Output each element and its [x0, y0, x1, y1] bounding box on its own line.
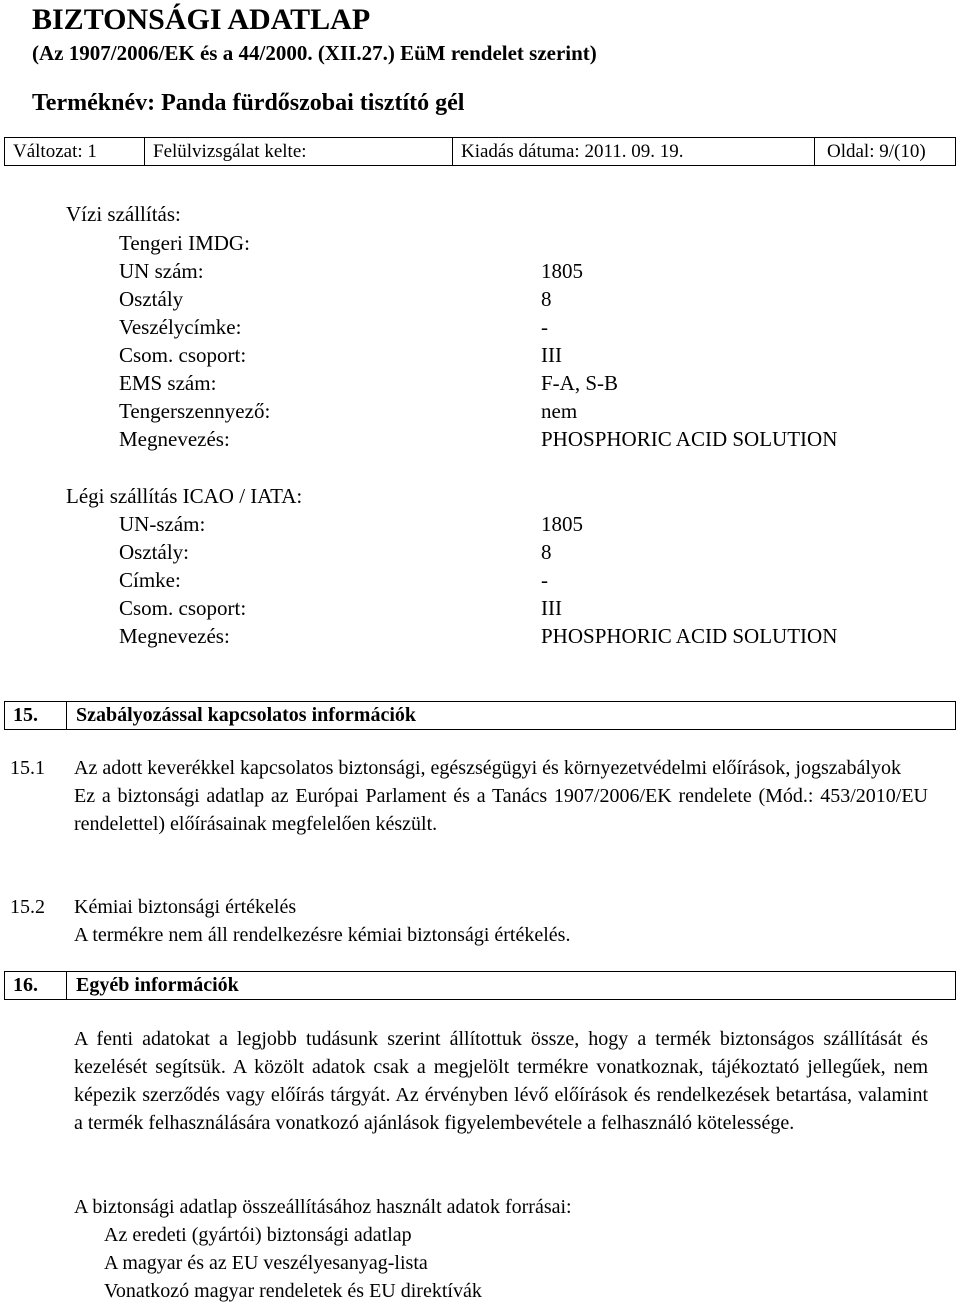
water-row-label: EMS szám:: [119, 371, 217, 395]
water-row-value: PHOSPHORIC ACID SOLUTION: [541, 427, 838, 451]
water-transport-heading: Vízi szállítás:: [66, 202, 181, 226]
sources-heading: A biztonsági adatlap összeállításához használt adatok forrásai:: [74, 1196, 572, 1218]
issue-date-cell: Kiadás dátuma: 2011. 09. 19.: [453, 138, 815, 165]
subsection-15-2-text: A termékre nem áll rendelkezésre kémiai biztonsági értékelés.: [74, 924, 571, 946]
water-row-value: nem: [541, 399, 578, 423]
section-15-number: 15.: [5, 702, 67, 729]
section-15-title: Szabályozással kapcsolatos információk: [76, 704, 417, 726]
section-16-paragraph-text: A fenti adatokat a legjobb tudásunk szerint állítottuk össze, hogy a termék biztonságos szállítását és kezelését segítsük. A közölt adatok csak a megjelölt termékre vonatkoznak, tájékoztató jellegűek, nem képezik szerződés vagy előírás tárgyát. Az érvényben lévő előírások és rendelkezések betartása, valamint a termék felhasználására vonatkozó ajánlások figyelembevétele a felhasználó kötelessége.: [74, 1028, 928, 1134]
water-row-label: Tengerszennyező:: [119, 399, 271, 423]
document-info-bar: [4, 137, 956, 166]
source-item: Vonatkozó magyar rendeletek és EU direktívák: [104, 1280, 482, 1302]
subsection-15-2-heading: Kémiai biztonsági értékelés: [74, 896, 297, 918]
water-row-value: 8: [541, 287, 552, 311]
subsection-15-1: [74, 754, 928, 838]
water-row-label: Megnevezés:: [119, 427, 230, 451]
document-title: BIZTONSÁGI ADATLAP: [32, 3, 371, 36]
air-row-value: -: [541, 568, 548, 592]
air-row-label: Osztály:: [119, 540, 189, 564]
air-row-value: 1805: [541, 512, 583, 536]
review-date-cell: Felülvizsgálat kelte:: [145, 138, 453, 165]
source-item: A magyar és az EU veszélyesanyag-lista: [104, 1252, 428, 1274]
water-row-label: Csom. csoport:: [119, 343, 247, 367]
air-row-value: PHOSPHORIC ACID SOLUTION: [541, 624, 838, 648]
subsection-15-1-number: 15.1: [10, 757, 45, 779]
water-row-value: III: [541, 343, 562, 367]
air-row-label: UN-szám:: [119, 512, 206, 536]
regulation-subtitle: (Az 1907/2006/EK és a 44/2000. (XII.27.) EüM rendelet szerint): [32, 41, 597, 65]
source-item: Az eredeti (gyártói) biztonsági adatlap: [104, 1224, 412, 1246]
air-row-value: III: [541, 596, 562, 620]
air-transport-heading: Légi szállítás ICAO / IATA:: [66, 484, 303, 508]
air-row-label: Megnevezés:: [119, 624, 230, 648]
subsection-15-1-heading: Az adott keverékkel kapcsolatos biztonsági, egészségügyi és környezetvédelmi előírások, jogszabályok: [74, 757, 901, 779]
section-16-number: 16.: [5, 972, 67, 999]
subsection-15-2: [74, 893, 928, 949]
page-number-cell: Oldal: 9/(10): [827, 141, 926, 162]
imdg-heading: Tengeri IMDG:: [119, 231, 250, 255]
section-15-header: [4, 701, 956, 730]
water-row-value: F-A, S-B: [541, 371, 619, 395]
water-row-value: 1805: [541, 259, 583, 283]
water-row-label: UN szám:: [119, 259, 204, 283]
air-row-label: Csom. csoport:: [119, 596, 247, 620]
section-16-title: Egyéb információk: [76, 974, 239, 996]
section-16-header: [4, 971, 956, 1000]
section-16-paragraph: [74, 1025, 928, 1137]
water-row-label: Veszélycímke:: [119, 315, 242, 339]
subsection-15-2-number: 15.2: [10, 896, 45, 918]
product-name: Terméknév: Panda fürdőszobai tisztító gél: [32, 90, 465, 116]
water-row-label: Osztály: [119, 287, 184, 311]
water-row-value: -: [541, 315, 548, 339]
air-row-label: Címke:: [119, 568, 181, 592]
subsection-15-1-text: Ez a biztonsági adatlap az Európai Parlament és a Tanács 1907/2006/EK rendelete (Mód.: 453/2010/EU rendelettel) előírásainak megfelelően készült.: [74, 785, 928, 835]
air-row-value: 8: [541, 540, 552, 564]
version-cell: Változat: 1: [5, 138, 145, 165]
